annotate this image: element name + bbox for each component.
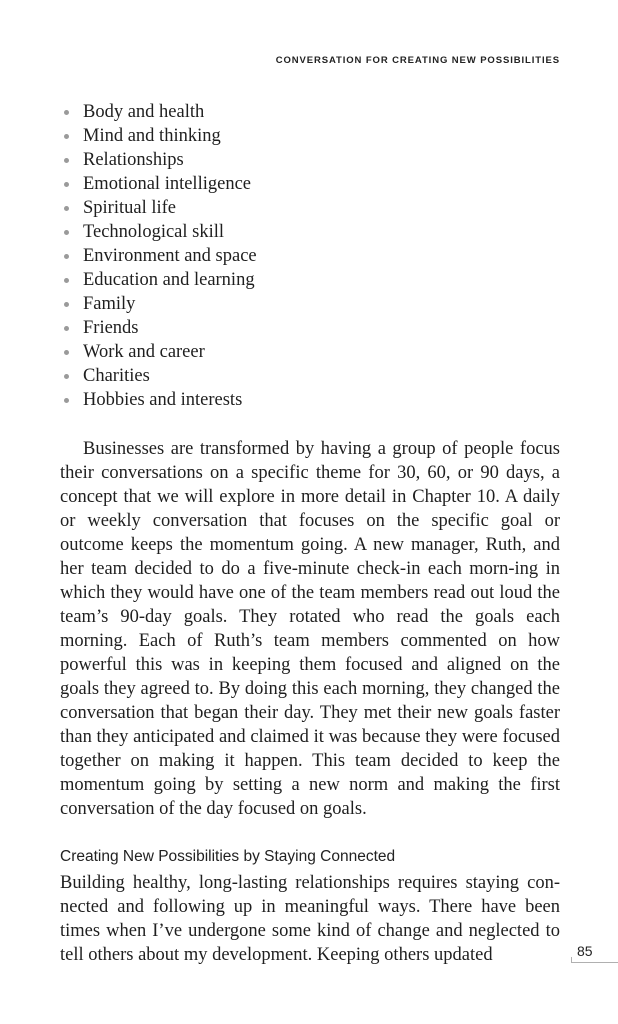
bullet-list bbox=[60, 100, 257, 412]
list-item-text: Relationships bbox=[83, 150, 184, 170]
bullet-icon bbox=[64, 254, 69, 259]
list-item bbox=[60, 292, 257, 316]
list-item-text: Spiritual life bbox=[83, 198, 176, 218]
bullet-icon bbox=[64, 206, 69, 211]
list-item-text: Friends bbox=[83, 318, 139, 338]
section-heading: Creating New Possibilities by Staying Connected bbox=[60, 848, 396, 865]
list-item-text: Emotional intelligence bbox=[83, 174, 251, 194]
bullet-icon bbox=[64, 230, 69, 235]
list-item-text: Body and health bbox=[83, 102, 205, 122]
bullet-icon bbox=[64, 374, 69, 379]
list-item-text: Work and career bbox=[83, 342, 205, 362]
list-item bbox=[60, 124, 257, 148]
bullet-icon bbox=[64, 110, 69, 115]
bullet-icon bbox=[64, 302, 69, 307]
body-paragraph-relationships: Building healthy, long-lasting relationships requires staying con-nected and following up in meaningful ways. There have been times when I’ve undergone some kind of change and neglected to tell others about my development. Keeping others updated bbox=[60, 873, 560, 965]
bullet-icon bbox=[64, 326, 69, 331]
list-item bbox=[60, 196, 257, 220]
list-item bbox=[60, 100, 257, 124]
bullet-icon bbox=[64, 134, 69, 139]
bullet-icon bbox=[64, 398, 69, 403]
list-item bbox=[60, 388, 257, 412]
list-item bbox=[60, 268, 257, 292]
list-item-text: Environment and space bbox=[83, 246, 257, 266]
running-head: CONVERSATION FOR CREATING NEW POSSIBILITIES bbox=[275, 55, 560, 66]
list-item-text: Family bbox=[83, 294, 136, 314]
list-item bbox=[60, 364, 257, 388]
list-item bbox=[60, 244, 257, 268]
list-item-text: Mind and thinking bbox=[83, 126, 221, 146]
bullet-icon bbox=[64, 278, 69, 283]
bullet-icon bbox=[64, 158, 69, 163]
list-item bbox=[60, 340, 257, 364]
list-item bbox=[60, 220, 257, 244]
list-item-text: Hobbies and interests bbox=[83, 390, 243, 410]
bullet-icon bbox=[64, 182, 69, 187]
page-number: 85 bbox=[571, 941, 618, 963]
list-item-text: Technological skill bbox=[83, 222, 225, 242]
list-item bbox=[60, 172, 257, 196]
list-item bbox=[60, 148, 257, 172]
list-item-text: Education and learning bbox=[83, 270, 255, 290]
body-paragraph-businesses: Businesses are transformed by having a group of people focus their conversations on a specific theme for 30, 60, or 90 days, a concept that we will explore in more detail in Chapter 10. A daily or weekly conversation that focuses on the specific goal or outcome keeps the momentum going. A new manager, Ruth, and her team decided to do a five-minute check-in each morn-ing in which they would have one of the team members read out loud the team’s 90-day goals. They rotated who read the goals each morning. Each of Ruth’s team members commented on how powerful this was in keeping them focused and aligned on the goals they agreed to. By doing this each morning, they changed the conversation that began their day. They met their new goals faster than they anticipated and claimed it was because they were focused together on making it happen. This team decided to keep the momentum going by setting a new norm and making the first conversation of the day focused on goals. bbox=[60, 439, 560, 819]
list-item bbox=[60, 316, 257, 340]
bullet-icon bbox=[64, 350, 69, 355]
list-item-text: Charities bbox=[83, 366, 150, 386]
